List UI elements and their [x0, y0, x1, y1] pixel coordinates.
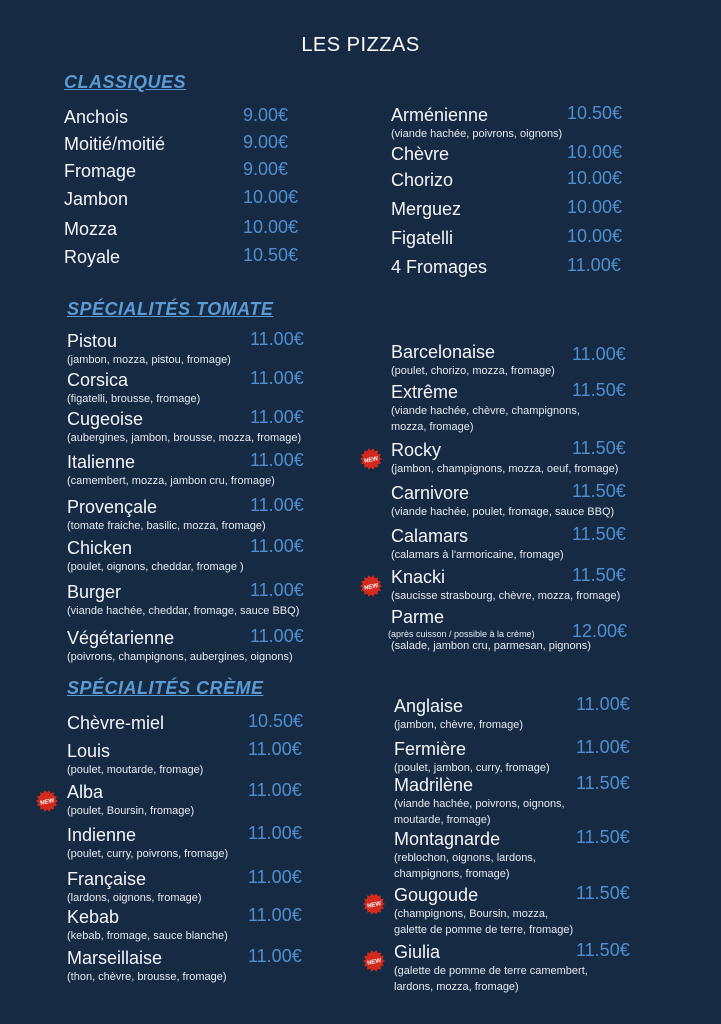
- item-price: 10.00€: [567, 197, 623, 217]
- item-description: (kebab, fromage, sauce blanche): [67, 930, 228, 942]
- item-price: 9.00€: [243, 105, 289, 125]
- item-name: Parme: [391, 607, 445, 627]
- item-name: Calamars: [391, 526, 469, 546]
- item-name: Italienne: [67, 452, 136, 472]
- item-price: 11.00€: [576, 694, 630, 714]
- item-description: (salade, jambon cru, parmesan, pignons): [391, 640, 591, 652]
- item-name: Carnivore: [391, 483, 470, 503]
- item-description: (poulet, jambon, curry, fromage): [394, 762, 550, 774]
- item-price: 11.00€: [250, 536, 304, 556]
- item-price: 11.00€: [248, 739, 302, 759]
- item-name: Marseillaise: [67, 948, 163, 968]
- item-price: 11.00€: [250, 626, 304, 646]
- svg-text:NEW: NEW: [363, 456, 379, 465]
- item-name: Anchois: [64, 107, 129, 127]
- item-name: Madrilène: [394, 775, 474, 795]
- item-price: 10.00€: [243, 217, 299, 237]
- item-name: Cugeoise: [67, 409, 144, 429]
- item-description: (thon, chèvre, brousse, fromage): [67, 971, 227, 983]
- item-name: Extrême: [391, 382, 459, 402]
- item-name: Chèvre-miel: [67, 713, 165, 733]
- item-name: Mozza: [64, 219, 118, 239]
- item-description: (poulet, Boursin, fromage): [67, 805, 195, 817]
- item-description: (poulet, curry, poivrons, fromage): [67, 848, 229, 860]
- item-price: 11.00€: [248, 946, 302, 966]
- item-price: 11.00€: [248, 823, 302, 843]
- item-name: Moitié/moitié: [64, 134, 166, 154]
- item-description: (saucisse strasbourg, chèvre, mozza, fromage): [391, 590, 621, 602]
- item-description: (reblochon, oignons, lardons, champignons, fromage): [394, 852, 536, 880]
- item-price: 10.50€: [248, 711, 304, 731]
- item-name: Knacki: [391, 567, 446, 587]
- item-name: Kebab: [67, 907, 120, 927]
- item-price: 11.50€: [576, 773, 630, 793]
- item-description: (viande hachée, poivrons, oignons, moutarde, fromage): [394, 798, 565, 826]
- item-name: Corsica: [67, 370, 129, 390]
- item-description: (poulet, oignons, cheddar, fromage ): [67, 561, 244, 573]
- item-price: 11.50€: [572, 524, 626, 544]
- item-price: 11.00€: [250, 407, 304, 427]
- item-name: Chorizo: [391, 170, 454, 190]
- item-price: 11.00€: [248, 780, 302, 800]
- item-price: 9.00€: [243, 159, 289, 179]
- item-description: (poulet, moutarde, fromage): [67, 764, 204, 776]
- item-name: Merguez: [391, 199, 462, 219]
- new-badge-icon: [363, 950, 385, 972]
- item-price: 11.50€: [576, 883, 630, 903]
- item-price: 11.00€: [576, 737, 630, 757]
- item-name: Montagnarde: [394, 829, 501, 849]
- item-name: Chèvre: [391, 144, 450, 164]
- item-description: (aubergines, jambon, brousse, mozza, fromage): [67, 432, 302, 444]
- item-price: 11.50€: [572, 565, 626, 585]
- item-name: Arménienne: [391, 105, 489, 125]
- item-price: 11.50€: [572, 380, 626, 400]
- item-name: Barcelonaise: [391, 342, 496, 362]
- item-description: (galette de pomme de terre camembert, lardons, mozza, fromage): [394, 965, 588, 993]
- new-badge-icon: [360, 575, 382, 597]
- item-description: (lardons, oignons, fromage): [67, 892, 202, 904]
- item-name: Fromage: [64, 161, 137, 181]
- item-price: 11.00€: [250, 329, 304, 349]
- item-description: (calamars à l'armoricaine, fromage): [391, 549, 564, 561]
- item-description: (viande hachée, cheddar, fromage, sauce BBQ): [67, 605, 300, 617]
- section-heading: SPÉCIALITÉS TOMATE: [67, 299, 274, 319]
- item-price: 10.50€: [567, 103, 623, 123]
- item-description: (jambon, chèvre, fromage): [394, 719, 523, 731]
- item-price: 11.50€: [572, 481, 626, 501]
- item-price: 11.00€: [248, 905, 302, 925]
- item-name: Chicken: [67, 538, 133, 558]
- item-name: Provençale: [67, 497, 158, 517]
- item-description: (jambon, champignons, mozza, oeuf, fromage): [391, 463, 619, 475]
- item-price: 11.50€: [572, 438, 626, 458]
- item-note: (après cuisson / possible à la crème): [388, 629, 535, 639]
- item-price: 11.00€: [567, 255, 621, 275]
- item-name: Giulia: [394, 942, 441, 962]
- new-badge-icon: [360, 448, 382, 470]
- item-name: Royale: [64, 247, 121, 267]
- item-name: Alba: [67, 782, 104, 802]
- item-name: Louis: [67, 741, 111, 761]
- item-price: 9.00€: [243, 132, 289, 152]
- item-name: Française: [67, 869, 147, 889]
- section-heading: CLASSIQUES: [64, 72, 187, 92]
- item-description: (poulet, chorizo, mozza, fromage): [391, 365, 555, 377]
- item-description: (jambon, mozza, pistou, fromage): [67, 354, 231, 366]
- svg-text:NEW: NEW: [363, 583, 379, 592]
- item-price: 12.00€: [572, 621, 628, 641]
- item-name: 4 Fromages: [391, 257, 488, 277]
- svg-text:NEW: NEW: [366, 901, 382, 910]
- item-price: 11.50€: [576, 940, 630, 960]
- item-price: 11.00€: [250, 495, 304, 515]
- item-price: 11.00€: [250, 368, 304, 388]
- item-name: Figatelli: [391, 228, 454, 248]
- item-name: Indienne: [67, 825, 137, 845]
- item-name: Jambon: [64, 189, 129, 209]
- page-title: LES PIZZAS: [301, 34, 420, 56]
- item-price: 11.00€: [572, 344, 626, 364]
- item-price: 11.50€: [576, 827, 630, 847]
- svg-text:NEW: NEW: [366, 958, 382, 967]
- item-price: 11.00€: [250, 580, 304, 600]
- item-description: (figatelli, brousse, fromage): [67, 393, 201, 405]
- item-description: (viande hachée, chèvre, champignons, mozza, fromage): [391, 405, 580, 433]
- item-description: (viande hachée, poulet, fromage, sauce BBQ): [391, 506, 615, 518]
- item-price: 10.00€: [567, 168, 623, 188]
- item-description: (camembert, mozza, jambon cru, fromage): [67, 475, 275, 487]
- item-description: (viande hachée, poivrons, oignons): [391, 128, 563, 140]
- item-name: Gougoude: [394, 885, 479, 905]
- item-price: 10.00€: [567, 226, 623, 246]
- svg-text:NEW: NEW: [39, 798, 55, 807]
- item-description: (champignons, Boursin, mozza, galette de pomme de terre, fromage): [394, 908, 574, 936]
- item-description: (tomate fraiche, basilic, mozza, fromage): [67, 520, 266, 532]
- item-name: Burger: [67, 582, 122, 602]
- item-price: 10.00€: [567, 142, 623, 162]
- item-price: 10.50€: [243, 245, 299, 265]
- new-badge-icon: [36, 790, 58, 812]
- item-price: 11.00€: [250, 450, 304, 470]
- item-description: (poivrons, champignons, aubergines, oignons): [67, 651, 293, 663]
- item-name: Pistou: [67, 331, 118, 351]
- new-badge-icon: [363, 893, 385, 915]
- item-price: 10.00€: [243, 187, 299, 207]
- item-name: Anglaise: [394, 696, 464, 716]
- section-heading: SPÉCIALITÉS CRÈME: [67, 678, 264, 698]
- item-name: Rocky: [391, 440, 442, 460]
- item-name: Végétarienne: [67, 628, 175, 648]
- item-name: Fermière: [394, 739, 467, 759]
- item-price: 11.00€: [248, 867, 302, 887]
